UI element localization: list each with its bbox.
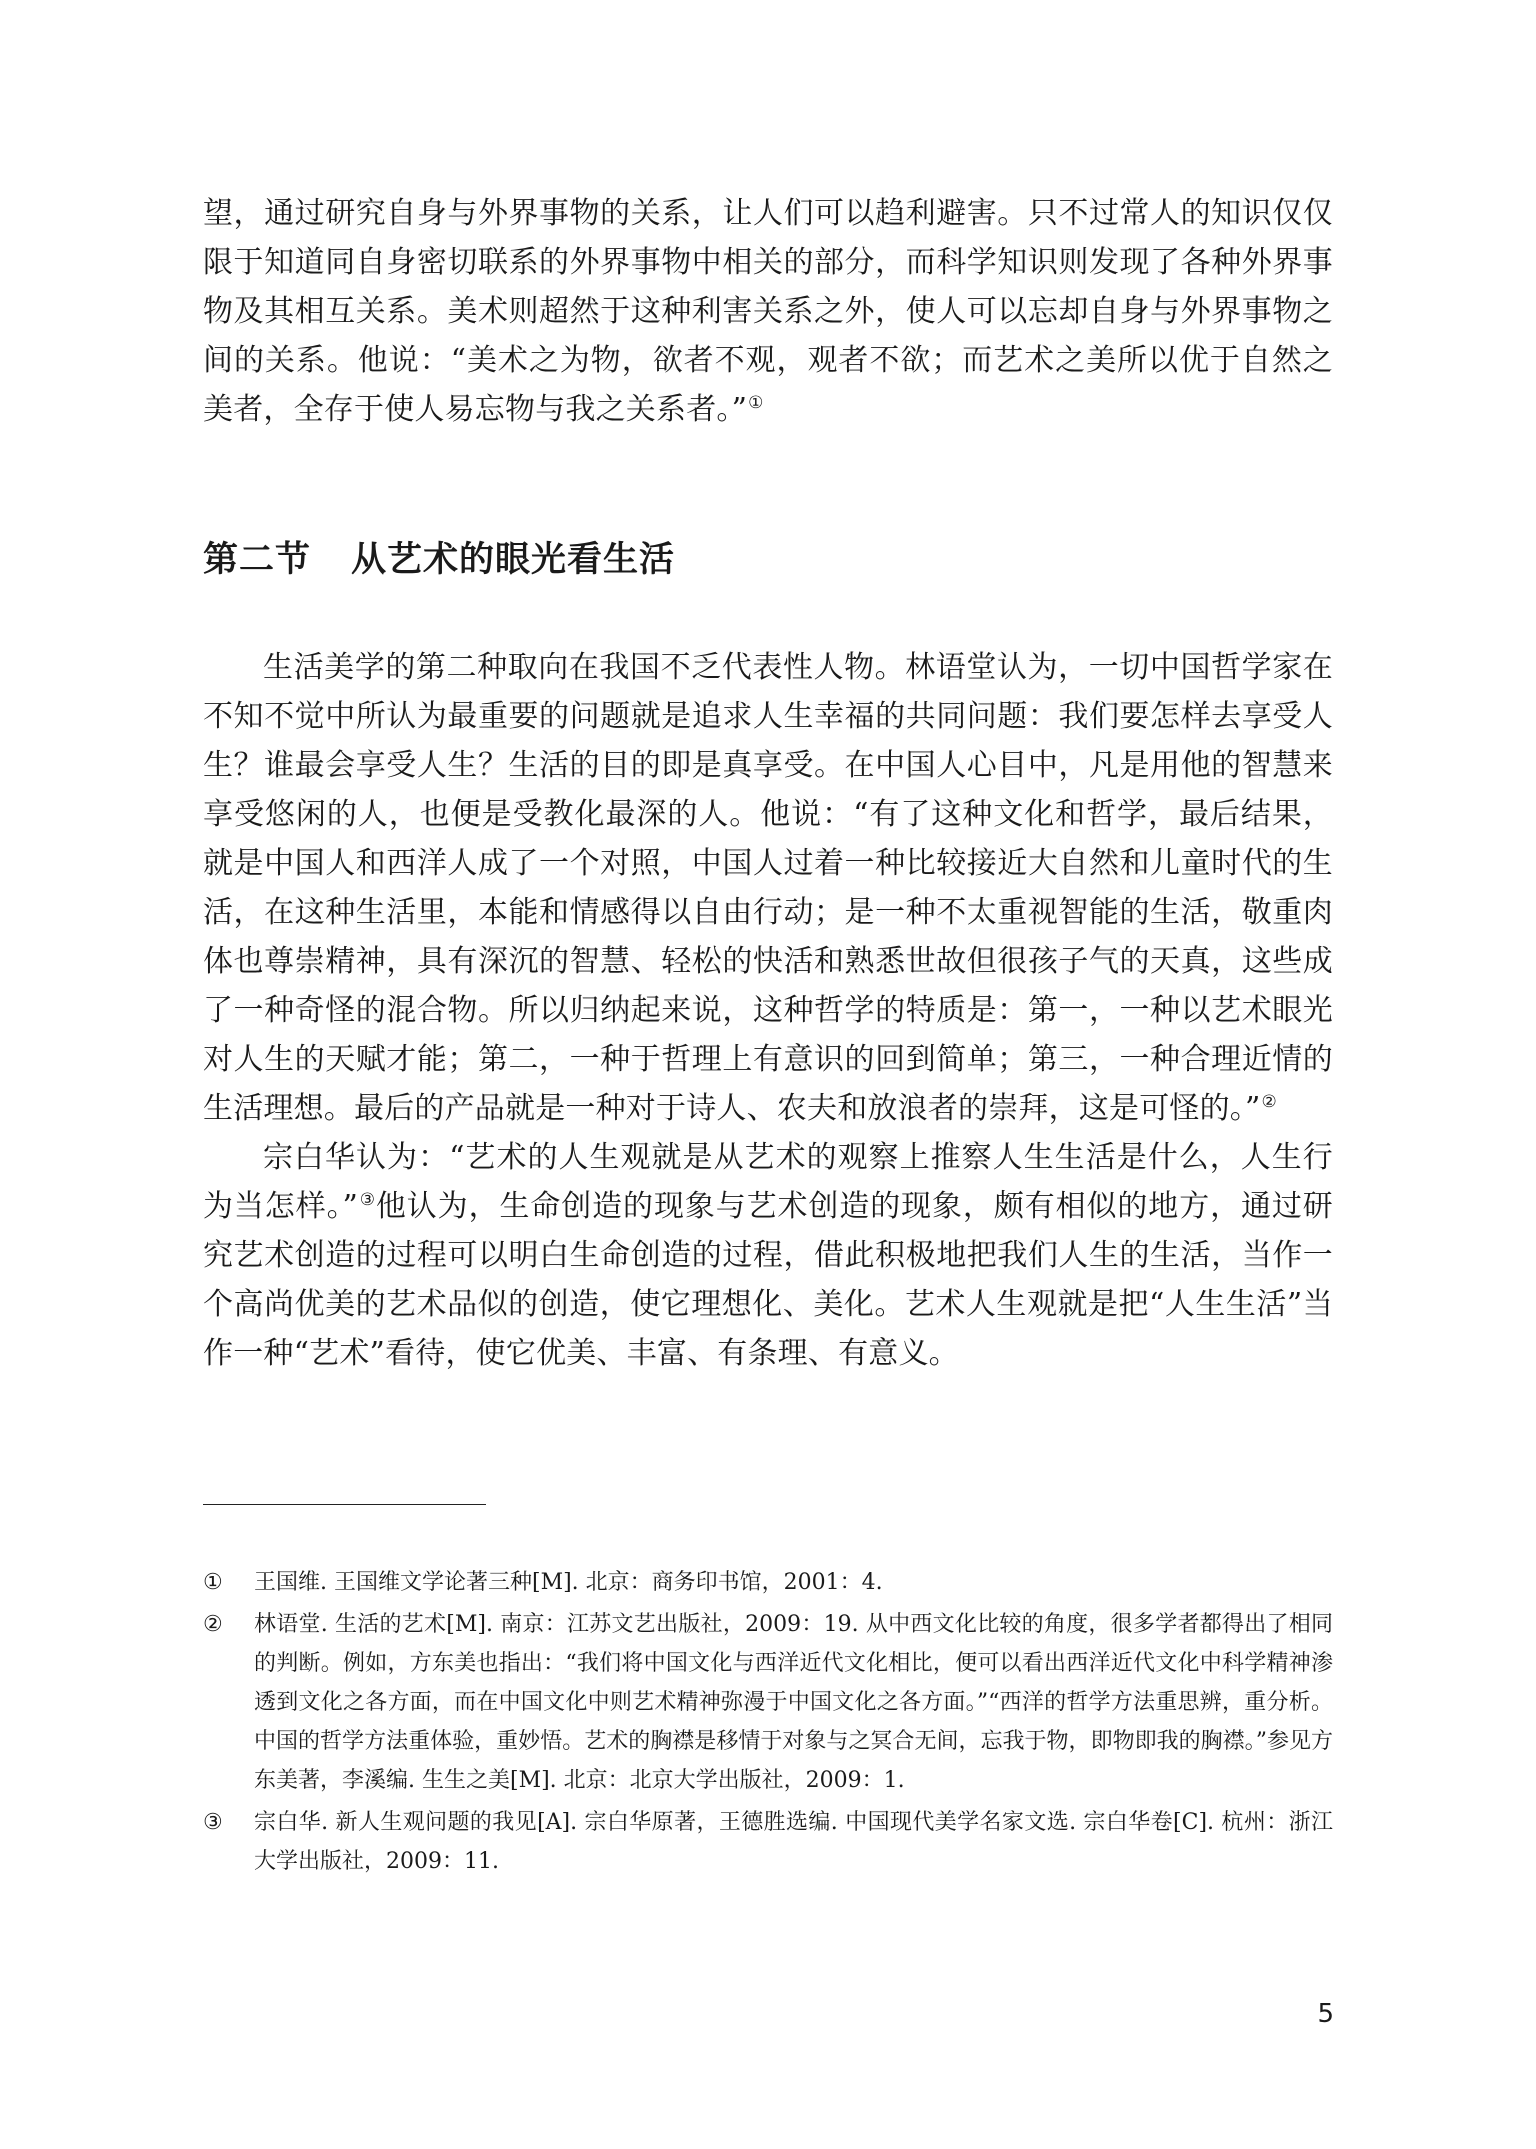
footnote-ref-1[interactable]: ① xyxy=(748,393,764,413)
body-section xyxy=(203,643,1333,1378)
paragraph-1-text: 生活美学的第二种取向在我国不乏代表性人物。林语堂认为，一切中国哲学家在不知不觉中所认为最重要的问题就是追求人生幸福的共同问题：我们要怎样去享受人生？谁最会享受人生？生活的目的即是真享受。在中国人心目中，凡是用他的智慧来享受悠闲的人，也便是受教化最深的人。他说：“有了这种文化和哲学，最后结果，就是中国人和西洋人成了一个对照，中国人过着一种比较接近大自然和儿童时代的生活，在这种生活里，本能和情感得以自由行动；是一种不太重视智能的生活，敬重肉体也尊崇精神，具有深沉的智慧、轻松的快活和熟悉世故但很孩子气的天真，这些成了一种奇怪的混合物。所以归纳起来说，这种哲学的特质是：第一，一种以艺术眼光对人生的天赋才能；第二，一种于哲理上有意识的回到简单；第三，一种合理近情的生活理想。最后的产品就是一种对于诗人、农夫和放浪者的崇拜，这是可怪的。” xyxy=(203,650,1333,1126)
page-number: 5 xyxy=(1317,1999,1334,2029)
section-title: 从艺术的眼光看生活 xyxy=(351,539,676,580)
footnote-text: 林语堂. 生活的艺术[M]. 南京：江苏文艺出版社，2009：19. 从中西文化比较的角度，很多学者都得出了相同的判断。例如，方东美也指出：“我们将中国文化与西洋近代文化相比，便可以看出西洋近代文化中科学精神渗透到文化之各方面，而在中国文化中则艺术精神弥漫于中国文化之各方面。”“西洋的哲学方法重思辨，重分析。中国的哲学方法重体验，重妙悟。艺术的胸襟是移情于对象与之冥合无间，忘我于物，即物即我的胸襟。”参见方东美著，李溪编. 生生之美[M]. 北京：北京大学出版社，2009：1. xyxy=(254,1612,1333,1793)
footnote-text: 王国维. 王国维文学论著三种[M]. 北京：商务印书馆，2001：4. xyxy=(254,1570,883,1595)
footnote-divider xyxy=(203,1504,486,1505)
paragraph-2-text-before: 宗白华认为：“艺术的人生观就是从艺术的观察上推察人生生活是什么，人生行为当怎样。” xyxy=(203,1140,1333,1224)
intro-paragraph xyxy=(203,189,1333,434)
footnote-mark: ② xyxy=(203,1612,223,1637)
footnote-mark: ③ xyxy=(203,1810,223,1835)
section-number: 第二节 xyxy=(203,539,312,580)
footnote-text: 宗白华. 新人生观问题的我见[A]. 宗白华原著，王德胜选编. 中国现代美学名家文选. 宗白华卷[C]. 杭州：浙江大学出版社，2009：11. xyxy=(254,1810,1333,1874)
footnote-item xyxy=(203,1605,1333,1800)
paragraph-2-text-after: 他认为，生命创造的现象与艺术创造的现象，颇有相似的地方，通过研究艺术创造的过程可以明白生命创造的过程，借此积极地把我们人生的生活，当作一个高尚优美的艺术品似的创造，使它理想化、美化。艺术人生观就是把“人生生活”当作一种“艺术”看待，使它优美、丰富、有条理、有意义。 xyxy=(203,1189,1333,1371)
footnote-item xyxy=(203,1563,1333,1602)
footnote-item xyxy=(203,1803,1333,1881)
footnote-ref-2[interactable]: ② xyxy=(1261,1092,1277,1112)
footnotes xyxy=(203,1563,1333,1884)
intro-text: 望，通过研究自身与外界事物的关系，让人们可以趋利避害。只不过常人的知识仅仅限于知道同自身密切联系的外界事物中相关的部分，而科学知识则发现了各种外界事物及其相互关系。美术则超然于这种利害关系之外，使人可以忘却自身与外界事物之间的关系。他说：“美术之为物，欲者不观，观者不欲；而艺术之美所以优于自然之美者，全存于使人易忘物与我之关系者。” xyxy=(203,196,1333,427)
body-paragraph-1 xyxy=(203,643,1333,1133)
footnote-ref-3[interactable]: ③ xyxy=(359,1190,376,1210)
footnote-mark: ① xyxy=(203,1570,223,1595)
body-paragraph-2 xyxy=(203,1133,1333,1378)
section-heading xyxy=(203,532,675,582)
